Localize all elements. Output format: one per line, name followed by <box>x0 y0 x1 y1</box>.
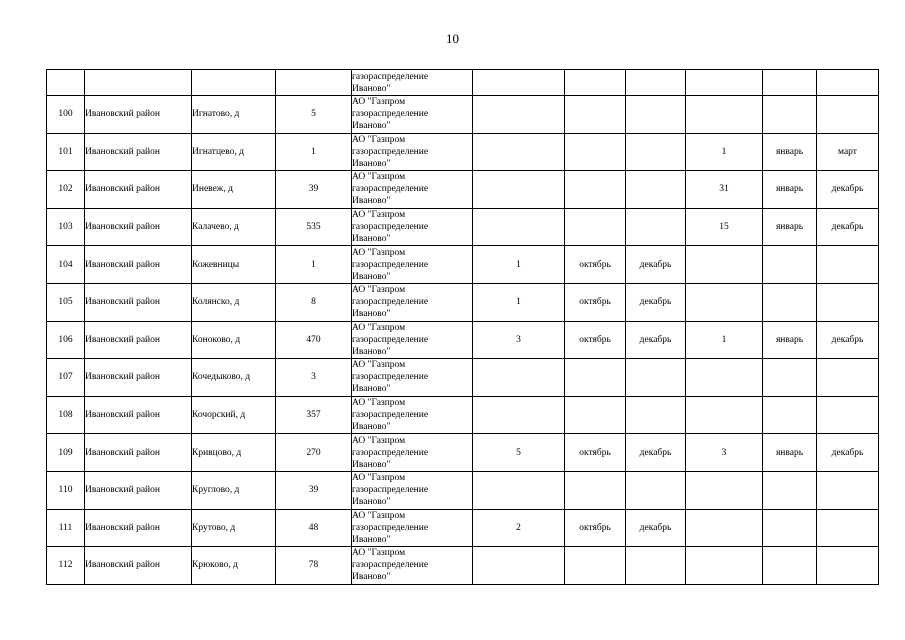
org-line: газораспределение <box>352 259 429 270</box>
cell-m2-end <box>817 471 879 509</box>
org-line: АО "Газпром <box>352 473 406 484</box>
table-row <box>47 434 879 472</box>
cell-q2 <box>686 96 763 134</box>
cell-organization <box>352 246 473 284</box>
org-line: газораспределение <box>352 560 429 571</box>
cell-q1: 2 <box>473 509 565 547</box>
cell-q2: 3 <box>686 434 763 472</box>
org-line: газораспределение <box>352 146 429 157</box>
cell-m2-start: январь <box>763 208 817 246</box>
cell-number: 112 <box>47 547 85 585</box>
org-line: газораспределение <box>352 372 429 383</box>
table-row <box>47 359 879 397</box>
cell-m1-start: октябрь <box>565 321 626 359</box>
org-line: АО "Газпром <box>352 510 406 521</box>
cell-m1-end <box>626 547 686 585</box>
table-row <box>47 208 879 246</box>
cell-q1: 1 <box>473 246 565 284</box>
cell-district: Ивановский район <box>85 96 192 134</box>
org-line: Иваново" <box>352 121 391 132</box>
org-line: АО "Газпром <box>352 210 406 221</box>
cell-organization <box>352 359 473 397</box>
cell-q1 <box>473 359 565 397</box>
cell-q2 <box>686 283 763 321</box>
cell-district: Ивановский район <box>85 246 192 284</box>
cell-m2-end: март <box>817 133 879 171</box>
cell-m2-start <box>763 283 817 321</box>
cell-q2: 1 <box>686 321 763 359</box>
cell-number: 101 <box>47 133 85 171</box>
cell-settlement: Кожевницы <box>192 246 276 284</box>
cell-q1 <box>473 471 565 509</box>
cell-m2-end <box>817 283 879 321</box>
cell-district: Ивановский район <box>85 359 192 397</box>
cell-m2-start <box>763 96 817 134</box>
cell-m1-start: октябрь <box>565 509 626 547</box>
cell-number: 109 <box>47 434 85 472</box>
cell-settlement: Иневеж, д <box>192 171 276 209</box>
table-row <box>47 547 879 585</box>
cell-m1-start: октябрь <box>565 283 626 321</box>
page-number: 10 <box>446 31 459 46</box>
cell-organization <box>352 133 473 171</box>
cell-count: 39 <box>276 471 352 509</box>
cell-q1 <box>473 171 565 209</box>
cell-number: 110 <box>47 471 85 509</box>
cell-m1-start <box>565 359 626 397</box>
cell-m2-start: январь <box>763 133 817 171</box>
cell-settlement: Круглово, д <box>192 471 276 509</box>
cell-count: 39 <box>276 171 352 209</box>
cell-q2 <box>686 359 763 397</box>
org-line: газораспределение <box>352 297 429 308</box>
cell-m2-end <box>817 396 879 434</box>
cell-m1-end <box>626 208 686 246</box>
table-row <box>47 96 879 134</box>
cell-number: 108 <box>47 396 85 434</box>
cell-m1-end <box>626 96 686 134</box>
org-line: АО "Газпром <box>352 398 406 409</box>
org-line: газораспределение <box>352 334 429 345</box>
cell-q2: 1 <box>686 133 763 171</box>
cell-district: Ивановский район <box>85 471 192 509</box>
cell-m2-start <box>763 471 817 509</box>
cell-q2 <box>686 509 763 547</box>
table-row <box>47 471 879 509</box>
cell-m2-end: декабрь <box>817 171 879 209</box>
cell-m1-start <box>565 70 626 96</box>
org-line: АО "Газпром <box>352 247 406 258</box>
org-line: АО "Газпром <box>352 285 406 296</box>
cell-count: 535 <box>276 208 352 246</box>
cell-number: 103 <box>47 208 85 246</box>
cell-count: 5 <box>276 96 352 134</box>
org-line: АО "Газпром <box>352 172 406 183</box>
cell-organization <box>352 471 473 509</box>
gasification-table <box>46 69 879 585</box>
cell-number: 105 <box>47 283 85 321</box>
cell-m1-end <box>626 359 686 397</box>
cell-organization <box>352 283 473 321</box>
cell-count: 3 <box>276 359 352 397</box>
cell-settlement: Колянско, д <box>192 283 276 321</box>
cell-q1: 3 <box>473 321 565 359</box>
table-row <box>47 509 879 547</box>
cell-m1-end <box>626 396 686 434</box>
cell-q1: 1 <box>473 283 565 321</box>
cell-m1-end: декабрь <box>626 246 686 284</box>
cell-district: Ивановский район <box>85 547 192 585</box>
cell-number: 102 <box>47 171 85 209</box>
org-line: АО "Газпром <box>352 322 406 333</box>
cell-m1-start <box>565 396 626 434</box>
cell-m2-start: январь <box>763 434 817 472</box>
org-line: Иваново" <box>352 497 391 508</box>
cell-organization <box>352 396 473 434</box>
org-line: Иваново" <box>352 196 391 207</box>
cell-district: Ивановский район <box>85 396 192 434</box>
org-line: Иваново" <box>352 234 391 245</box>
cell-number: 100 <box>47 96 85 134</box>
org-line: Иваново" <box>352 346 391 357</box>
cell-m1-end <box>626 70 686 96</box>
cell-m2-start <box>763 547 817 585</box>
cell-m1-end <box>626 171 686 209</box>
cell-count: 48 <box>276 509 352 547</box>
org-line: АО "Газпром <box>352 134 406 145</box>
cell-settlement: Коноково, д <box>192 321 276 359</box>
org-line: Иваново" <box>352 83 391 94</box>
cell-number: 106 <box>47 321 85 359</box>
cell-organization <box>352 171 473 209</box>
cell-m1-end: декабрь <box>626 434 686 472</box>
cell-m2-start: январь <box>763 171 817 209</box>
table-row <box>47 321 879 359</box>
cell-district: Ивановский район <box>85 208 192 246</box>
cell-district <box>85 70 192 96</box>
cell-m1-start: октябрь <box>565 246 626 284</box>
cell-q2 <box>686 396 763 434</box>
org-line: газораспределение <box>352 71 429 82</box>
org-line: Иваново" <box>352 534 391 545</box>
cell-q2 <box>686 70 763 96</box>
cell-q1 <box>473 96 565 134</box>
cell-count: 78 <box>276 547 352 585</box>
cell-m2-start <box>763 70 817 96</box>
cell-q2 <box>686 471 763 509</box>
cell-q1 <box>473 70 565 96</box>
cell-organization <box>352 96 473 134</box>
org-line: Иваново" <box>352 158 391 169</box>
cell-q1: 5 <box>473 434 565 472</box>
cell-m1-start <box>565 471 626 509</box>
cell-district: Ивановский район <box>85 321 192 359</box>
cell-organization <box>352 70 473 96</box>
cell-settlement: Кочедыково, д <box>192 359 276 397</box>
cell-settlement <box>192 70 276 96</box>
cell-m2-end <box>817 70 879 96</box>
table-row <box>47 283 879 321</box>
cell-m1-end: декабрь <box>626 509 686 547</box>
cell-q2: 31 <box>686 171 763 209</box>
org-line: Иваново" <box>352 384 391 395</box>
cell-m1-start <box>565 133 626 171</box>
cell-count: 1 <box>276 246 352 284</box>
cell-district: Ивановский район <box>85 434 192 472</box>
org-line: АО "Газпром <box>352 360 406 371</box>
cell-organization <box>352 434 473 472</box>
org-line: газораспределение <box>352 222 429 233</box>
cell-settlement: Кривцово, д <box>192 434 276 472</box>
cell-m1-start <box>565 96 626 134</box>
cell-settlement: Игнатцево, д <box>192 133 276 171</box>
table-row <box>47 171 879 209</box>
cell-q2 <box>686 547 763 585</box>
cell-settlement: Крюково, д <box>192 547 276 585</box>
org-line: газораспределение <box>352 447 429 458</box>
cell-district: Ивановский район <box>85 509 192 547</box>
cell-settlement: Игнатово, д <box>192 96 276 134</box>
cell-district: Ивановский район <box>85 171 192 209</box>
cell-number: 111 <box>47 509 85 547</box>
cell-settlement: Калачево, д <box>192 208 276 246</box>
cell-organization <box>352 208 473 246</box>
table-row-continuation <box>47 70 879 96</box>
org-line: Иваново" <box>352 422 391 433</box>
cell-count: 357 <box>276 396 352 434</box>
cell-m1-end <box>626 471 686 509</box>
cell-m2-end: декабрь <box>817 434 879 472</box>
org-line: Иваново" <box>352 459 391 470</box>
org-line: газораспределение <box>352 485 429 496</box>
org-line: Иваново" <box>352 572 391 583</box>
cell-m2-start <box>763 246 817 284</box>
cell-m2-end <box>817 359 879 397</box>
cell-m2-end: декабрь <box>817 208 879 246</box>
cell-district: Ивановский район <box>85 283 192 321</box>
cell-q1 <box>473 396 565 434</box>
cell-settlement: Крутово, д <box>192 509 276 547</box>
org-line: АО "Газпром <box>352 97 406 108</box>
cell-m1-end: декабрь <box>626 321 686 359</box>
org-line: газораспределение <box>352 410 429 421</box>
cell-q1 <box>473 133 565 171</box>
cell-m2-end <box>817 246 879 284</box>
cell-m2-end <box>817 96 879 134</box>
cell-district: Ивановский район <box>85 133 192 171</box>
cell-m1-start <box>565 547 626 585</box>
cell-m1-start <box>565 208 626 246</box>
table-body <box>47 70 879 585</box>
cell-m1-start: октябрь <box>565 434 626 472</box>
cell-m1-start <box>565 171 626 209</box>
org-line: газораспределение <box>352 522 429 533</box>
org-line: газораспределение <box>352 109 429 120</box>
cell-q2 <box>686 246 763 284</box>
table-row <box>47 246 879 284</box>
cell-m1-end <box>626 133 686 171</box>
cell-q2: 15 <box>686 208 763 246</box>
cell-m2-start <box>763 396 817 434</box>
cell-m2-start <box>763 509 817 547</box>
table-row <box>47 133 879 171</box>
cell-count: 8 <box>276 283 352 321</box>
cell-q1 <box>473 547 565 585</box>
cell-organization <box>352 321 473 359</box>
cell-m2-start: январь <box>763 321 817 359</box>
cell-m1-end: декабрь <box>626 283 686 321</box>
cell-count: 1 <box>276 133 352 171</box>
cell-organization <box>352 547 473 585</box>
org-line: АО "Газпром <box>352 435 406 446</box>
cell-count: 270 <box>276 434 352 472</box>
cell-m2-start <box>763 359 817 397</box>
cell-count <box>276 70 352 96</box>
cell-q1 <box>473 208 565 246</box>
cell-count: 470 <box>276 321 352 359</box>
cell-number: 104 <box>47 246 85 284</box>
cell-m2-end <box>817 509 879 547</box>
cell-organization <box>352 509 473 547</box>
cell-settlement: Кочорский, д <box>192 396 276 434</box>
org-line: газораспределение <box>352 184 429 195</box>
table-row <box>47 396 879 434</box>
cell-m2-end <box>817 547 879 585</box>
org-line: Иваново" <box>352 309 391 320</box>
org-line: Иваново" <box>352 271 391 282</box>
org-line: АО "Газпром <box>352 548 406 559</box>
cell-m2-end: декабрь <box>817 321 879 359</box>
cell-number: 107 <box>47 359 85 397</box>
cell-number <box>47 70 85 96</box>
